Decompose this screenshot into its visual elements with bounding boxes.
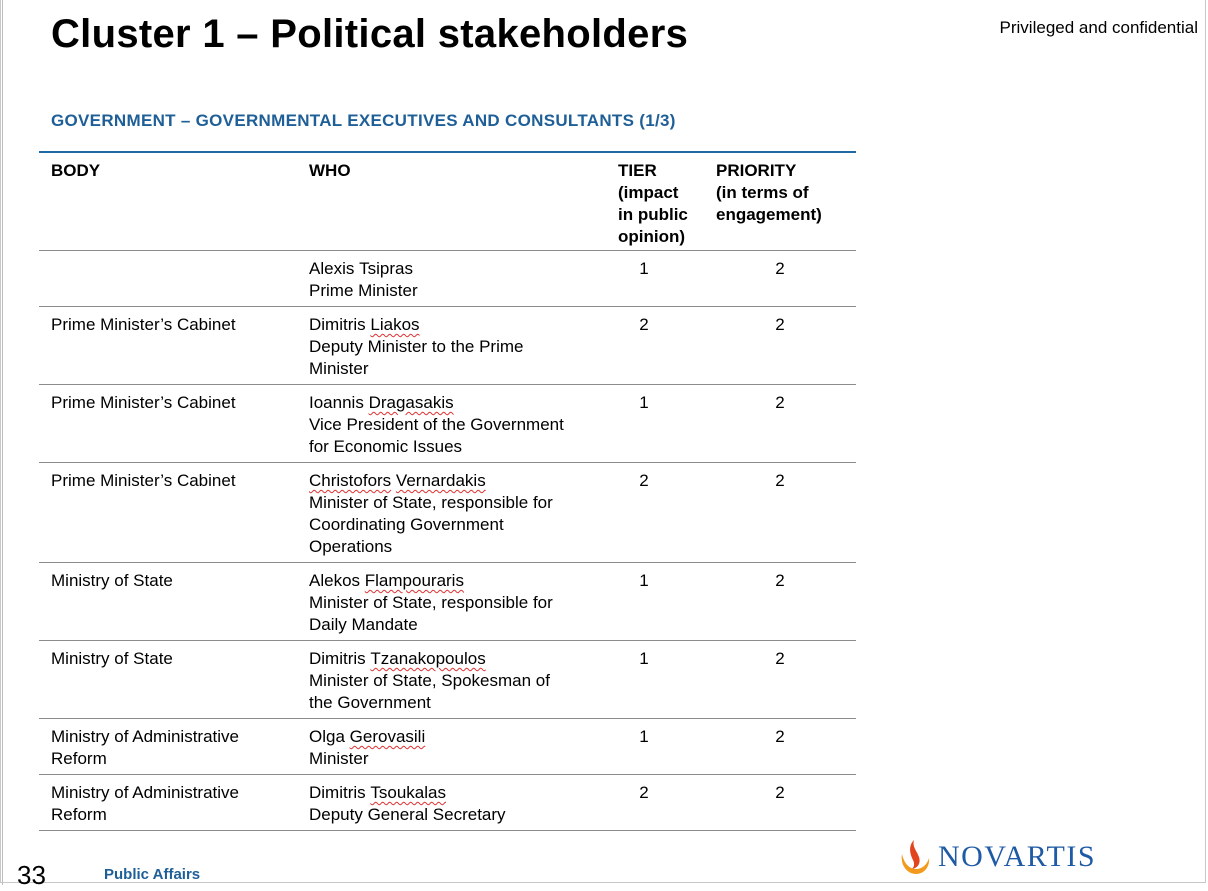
surname: Flampouraris <box>364 571 464 590</box>
table-row <box>39 641 856 719</box>
header-tier <box>606 160 704 250</box>
table-row <box>39 719 856 775</box>
person-name <box>309 648 606 670</box>
header-tier-line: (impact <box>618 183 679 202</box>
person-name <box>309 570 606 592</box>
surname: Tsipras <box>359 259 413 278</box>
body-line: Reform <box>51 805 107 824</box>
page-number: 33 <box>17 860 46 890</box>
header-who: WHO <box>309 161 351 180</box>
priority-value: 2 <box>775 393 785 412</box>
table-row <box>39 463 856 563</box>
body-cell <box>39 470 297 562</box>
footer-label: Public Affairs <box>104 866 201 883</box>
tier-value: 2 <box>639 315 649 334</box>
role-line: Minister of State, responsible for <box>309 493 553 512</box>
role-line: Minister of State, Spokesman of <box>309 671 550 690</box>
who-cell <box>297 314 606 384</box>
logo-text: NOVARTIS <box>938 840 1097 873</box>
who-cell <box>297 470 606 562</box>
person-name <box>309 258 606 280</box>
tier-value: 1 <box>639 571 649 590</box>
table-row <box>39 563 856 641</box>
person-name <box>309 392 606 414</box>
role-line: Deputy Minister to the Prime <box>309 337 524 356</box>
role-line: Daily Mandate <box>309 615 418 634</box>
person-name <box>309 470 606 492</box>
table-row <box>39 307 856 385</box>
body-line: Ministry of State <box>51 571 173 590</box>
body-cell <box>39 570 297 640</box>
header-priority <box>704 160 856 250</box>
role-line: for Economic Issues <box>309 437 463 456</box>
role-line: Minister <box>309 749 369 768</box>
who-cell <box>297 258 606 306</box>
tier-value: 1 <box>639 649 649 668</box>
stakeholder-table <box>39 151 856 831</box>
role-line: Vice President of the Government <box>309 415 564 434</box>
surname: Vernardakis <box>395 471 486 490</box>
table-row <box>39 775 856 831</box>
body-cell <box>39 726 297 774</box>
body-line: Prime Minister’s Cabinet <box>51 315 236 334</box>
priority-value: 2 <box>775 259 785 278</box>
body-cell <box>39 782 297 830</box>
flame-icon <box>898 838 932 876</box>
body-line: Prime Minister’s Cabinet <box>51 471 236 490</box>
priority-value: 2 <box>775 315 785 334</box>
surname: Tzanakopoulos <box>370 649 486 668</box>
header-tier-line: in public <box>618 205 688 224</box>
first-name: Alexis <box>309 259 355 278</box>
tier-value: 1 <box>639 259 649 278</box>
body-line: Ministry of State <box>51 649 173 668</box>
first-name: Alekos <box>309 571 361 590</box>
who-cell <box>297 570 606 640</box>
section-subtitle: GOVERNMENT – GOVERNMENTAL EXECUTIVES AND CONSULTANTS (1/3) <box>51 111 676 130</box>
body-line: Prime Minister’s Cabinet <box>51 393 236 412</box>
first-name: Olga <box>309 727 345 746</box>
who-cell <box>297 782 606 830</box>
role-line: the Government <box>309 693 431 712</box>
body-cell <box>39 392 297 462</box>
confidential-label: Privileged and confidential <box>999 18 1198 37</box>
header-priority-line: PRIORITY <box>716 161 797 180</box>
surname: Liakos <box>370 315 420 334</box>
first-name: Christofors <box>309 471 392 490</box>
body-line: Reform <box>51 749 107 768</box>
header-tier-line: TIER <box>618 161 657 180</box>
person-name <box>309 782 606 804</box>
person-name <box>309 314 606 336</box>
surname: Gerovasili <box>349 727 426 746</box>
person-name <box>309 726 606 748</box>
header-tier-line: opinion) <box>618 227 686 246</box>
who-cell <box>297 648 606 718</box>
priority-value: 2 <box>775 727 785 746</box>
who-cell <box>297 392 606 462</box>
header-body: BODY <box>51 161 101 180</box>
role-line: Operations <box>309 537 393 556</box>
tier-value: 2 <box>639 783 649 802</box>
novartis-logo <box>898 838 1096 876</box>
role-line: Minister <box>309 359 369 378</box>
priority-value: 2 <box>775 571 785 590</box>
body-line: Ministry of Administrative <box>51 727 239 746</box>
first-name: Ioannis <box>309 393 364 412</box>
body-cell <box>39 314 297 384</box>
table-header-row <box>39 153 856 251</box>
priority-value: 2 <box>775 471 785 490</box>
body-line: Ministry of Administrative <box>51 783 239 802</box>
role-line: Prime Minister <box>309 281 418 300</box>
tier-value: 1 <box>639 727 649 746</box>
body-cell <box>39 648 297 718</box>
role-line: Coordinating Government <box>309 515 504 534</box>
body-cell <box>39 258 297 306</box>
first-name: Dimitris <box>309 783 366 802</box>
slide-left-edge <box>2 0 3 885</box>
role-line: Deputy General Secretary <box>309 805 506 824</box>
slide-title: Cluster 1 – Political stakeholders <box>51 12 689 56</box>
role-line: Minister of State, responsible for <box>309 593 553 612</box>
surname: Tsoukalas <box>370 783 446 802</box>
surname: Dragasakis <box>368 393 454 412</box>
who-cell <box>297 726 606 774</box>
header-priority-line: engagement) <box>716 205 822 224</box>
tier-value: 2 <box>639 471 649 490</box>
priority-value: 2 <box>775 649 785 668</box>
table-row <box>39 251 856 307</box>
first-name: Dimitris <box>309 315 366 334</box>
first-name: Dimitris <box>309 649 366 668</box>
header-priority-line: (in terms of <box>716 183 809 202</box>
priority-value: 2 <box>775 783 785 802</box>
table-row <box>39 385 856 463</box>
tier-value: 1 <box>639 393 649 412</box>
